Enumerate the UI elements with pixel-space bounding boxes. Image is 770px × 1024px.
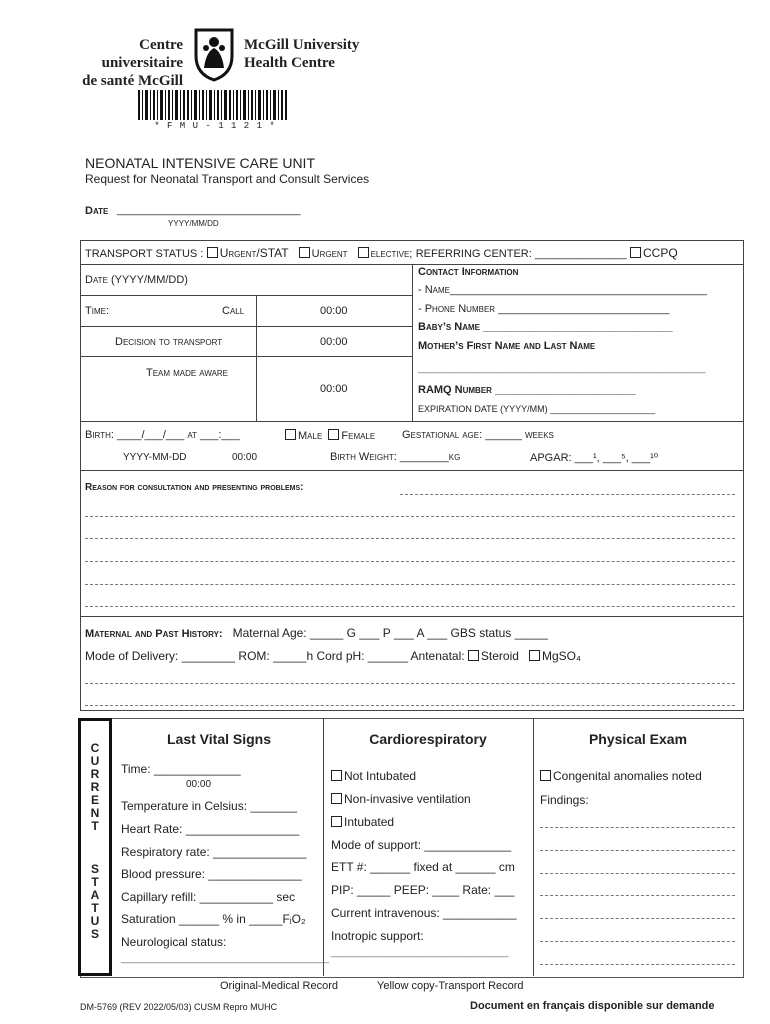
female-label: Female [341,430,376,442]
elective-label: elective; [370,248,413,260]
reason-line[interactable] [85,538,735,539]
maternal-line[interactable] [85,683,735,684]
findings-line[interactable] [540,941,735,942]
ccpq-checkbox[interactable] [630,247,641,258]
inotropic-support-field[interactable]: _____________________________ [331,946,509,958]
intubated-label: Intubated [344,815,395,829]
inotropic-support-label: Inotropic support: [331,929,424,943]
findings-line[interactable] [540,873,735,874]
date-field[interactable]: ______________________________ [117,204,301,216]
capillary-refill-field[interactable]: Capillary refill: ___________ sec [121,890,296,904]
status-letter: N [90,806,100,820]
contact-name-field[interactable]: - Name__________________________________________ [418,284,707,296]
institution-name-en [244,36,359,72]
exam-heading: Physical Exam [588,731,688,747]
urgent-label: Urgent [311,248,348,260]
transport-status-row [85,246,678,260]
col-line [256,295,257,421]
current-intravenous-field[interactable]: Current intravenous: ___________ [331,906,517,920]
page-title: NEONATAL INTENSIVE CARE UNIT [85,155,315,171]
neuro-status-label: Neurological status: [121,935,227,949]
vitals-time-format: 00:00 [186,779,212,790]
male-checkbox[interactable] [285,429,296,440]
mother-name-label: Mother’s First Name and Last Name [418,340,596,352]
niv-label: Non-invasive ventilation [344,792,471,806]
maternal-line[interactable] [85,705,735,706]
date-label: Date [85,205,109,217]
not-intubated-label: Not Intubated [344,769,417,783]
mgso4-label: MgSO₄ [541,649,581,663]
intubated-checkbox[interactable] [331,816,342,827]
male-label: Male [298,430,323,442]
reason-line[interactable] [85,516,735,517]
mgso4-checkbox[interactable] [529,650,540,661]
institution-name-fr [55,36,183,90]
col-line [323,718,324,976]
niv-option [331,792,471,806]
congenital-option [540,769,702,783]
urgent-stat-label: Urgent/STAT [219,246,289,260]
vitals-heading: Last Vital Signs [167,731,271,747]
copy-yellow-label: Yellow copy-Transport Record [377,980,524,992]
contact-heading: Contact Information [418,266,519,278]
status-letter: T [91,901,99,915]
urgent-stat-checkbox[interactable] [207,247,218,258]
institution-en-line2: Health Centre [244,55,335,71]
team-aware-label: Team made aware [146,367,229,379]
institution-fr-line1: Centre universitaire [101,37,183,71]
decision-label: Decision to transport [115,336,223,348]
congenital-label: Congenital anomalies noted [553,769,702,783]
reason-line[interactable] [400,494,735,495]
ramq-field[interactable]: RAMQ Number _______________________ [418,384,636,396]
row-line [80,710,744,711]
respiratory-rate-field[interactable]: Respiratory rate: ______________ [121,845,307,859]
gestational-age-field[interactable]: Gestational age: ______ weeks [402,429,554,441]
ccpq-label: CCPQ [642,246,678,260]
transport-date-label: Date (YYYY/MM/DD) [85,274,188,286]
saturation-field[interactable]: Saturation ______ % in _____FᵢO₂ [121,912,306,926]
status-letter: E [90,793,99,807]
date-format: YYYY/MM/DD [168,219,219,228]
row-line [80,240,744,241]
mother-name-field[interactable]: _______________________________________________ [418,362,706,374]
row-line [80,616,744,617]
maternal-history-row1 [85,626,548,640]
sex-options [285,429,375,442]
reason-line[interactable] [85,584,735,585]
maternal-history-fields[interactable]: Maternal Age: _____ G ___ P ___ A ___ GBS status _____ [232,626,548,640]
female-checkbox[interactable] [328,429,339,440]
col-line [80,240,81,710]
apgar-field[interactable]: APGAR: ___¹, ___⁵, ___¹⁰ [530,452,659,464]
mode-of-support-field[interactable]: Mode of support: _____________ [331,838,512,852]
birth-weight-field[interactable]: Birth Weight: ________kg [330,451,461,463]
transport-status-label: TRANSPORT STATUS : [85,248,204,260]
reason-label: Reason for consultation and presenting problems: [85,482,304,493]
status-letter: S [90,927,99,941]
blood-pressure-field[interactable]: Blood pressure: ______________ [121,867,302,881]
elective-checkbox[interactable] [358,247,369,258]
findings-line[interactable] [540,895,735,896]
page-subtitle: Request for Neonatal Transport and Consult Services [85,172,370,186]
barcode [138,90,288,120]
status-letter: U [90,754,100,768]
col-line [533,718,534,976]
time-label: Time: [85,305,109,317]
maternal-history-label: Maternal and Past History: [85,628,223,640]
heart-rate-field[interactable]: Heart Rate: _________________ [121,822,300,836]
col-line [412,264,413,421]
pip-peep-rate-field[interactable]: PIP: _____ PEEP: ____ Rate: ___ [331,883,515,897]
call-label: Call [222,305,245,317]
steroid-label: Steroid [480,649,519,663]
row-line [80,421,744,422]
maternal-history-row2 [85,649,581,663]
ett-field[interactable]: ETT #: ______ fixed at ______ cm [331,860,515,874]
french-availability-note: Document en français disponible sur demande [470,1000,715,1012]
col-line [743,240,744,710]
birth-date-field[interactable]: Birth: ____/___/___ at ___:___ [85,429,240,441]
findings-line[interactable] [540,964,735,965]
steroid-checkbox[interactable] [468,650,479,661]
status-letter: T [91,875,99,889]
status-letter-gap [78,833,112,863]
barcode-text: * F M U - 1 1 2 1 * [154,121,276,131]
institution-fr-line2: de santé McGill [82,73,183,89]
status-letter: R [90,767,100,781]
form-id: DM-5769 (REV 2022/05/03) CUSM Repro MUHC [80,1002,278,1012]
status-letter: R [90,780,100,794]
birth-time-format: 00:00 [232,452,258,463]
delivery-fields[interactable]: Mode of Delivery: ________ ROM: _____h Cord pH: ______ Antenatal: [85,649,465,663]
expiration-field[interactable]: EXPIRATION DATE (YYYY/MM) _____________________ [418,404,656,414]
temperature-field[interactable]: Temperature in Celsius: _______ [121,799,298,813]
status-letter: T [91,819,99,833]
cardio-heading: Cardiorespiratory [369,731,487,747]
vitals-time-field[interactable]: Time: _____________ [121,762,241,776]
not-intubated-checkbox[interactable] [331,770,342,781]
urgent-checkbox[interactable] [299,247,310,258]
status-letter: U [90,914,100,928]
congenital-checkbox[interactable] [540,770,551,781]
current-status-letters [78,742,112,941]
status-letter: S [90,862,99,876]
not-intubated-option [331,769,416,783]
baby-name-field[interactable]: Baby’s Name _______________________________ [418,321,673,333]
findings-line[interactable] [540,918,735,919]
niv-checkbox[interactable] [331,793,342,804]
row-line [80,295,412,296]
reason-line[interactable] [85,606,735,607]
neuro-status-field[interactable]: __________________________________ [121,952,330,964]
birth-date-format: YYYY-MM-DD [123,452,187,463]
findings-label: Findings: [540,793,589,807]
muhc-logo-icon [192,26,236,82]
status-letter: C [90,741,100,755]
findings-line[interactable] [540,850,735,851]
decision-time-value[interactable]: 00:00 [320,336,348,348]
row-line [80,326,412,327]
copy-original-label: Original-Medical Record [220,980,338,992]
row-line [80,356,412,357]
intubated-option [331,815,394,829]
status-letter: A [90,888,100,902]
reason-line[interactable] [85,561,735,562]
call-time-value[interactable]: 00:00 [320,305,348,317]
contact-phone-field[interactable]: - Phone Number ____________________________ [418,303,670,315]
institution-en-line1: McGill University [244,37,360,53]
team-aware-time-value[interactable]: 00:00 [320,383,348,395]
findings-line[interactable] [540,827,735,828]
row-line [80,470,744,471]
referring-center-field[interactable]: REFERRING CENTER: _______________ [415,248,627,260]
